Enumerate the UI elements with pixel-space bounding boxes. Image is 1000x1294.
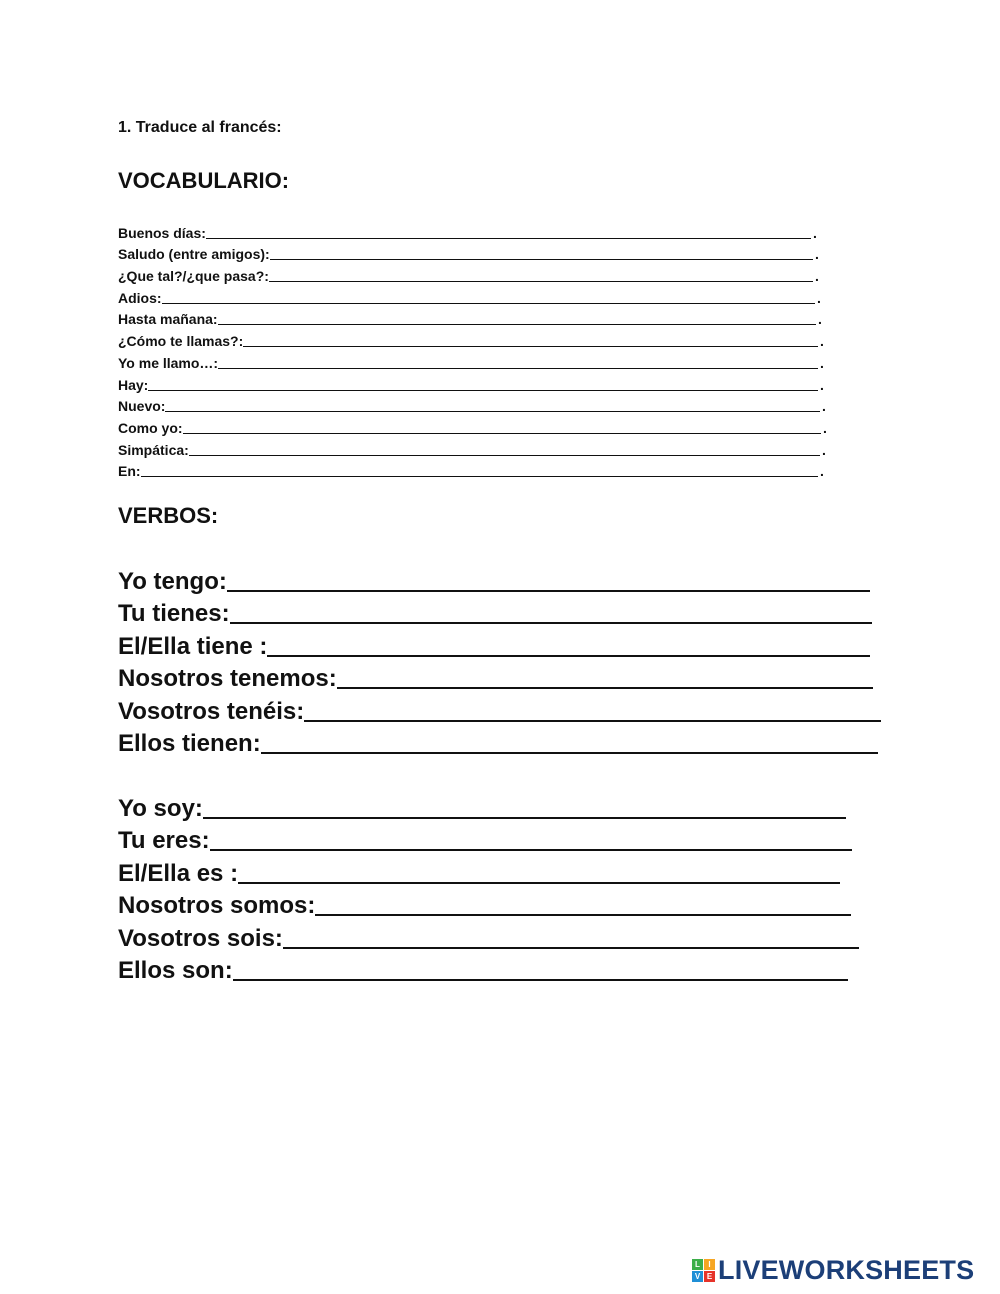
line-end-period: . [820,333,824,350]
vocabulary-label: Nuevo: [118,398,166,415]
liveworksheets-logo [692,1255,974,1286]
verb-item-ser [118,888,898,921]
verb-item-ser [118,855,898,888]
vocabulary-label: ¿Cómo te llamas?: [118,333,244,350]
answer-blank[interactable] [141,462,818,477]
answer-blank[interactable] [203,795,846,819]
verb-label: Yo tengo: [118,567,227,595]
verbs-heading: VERBOS: [118,503,219,528]
answer-blank[interactable] [304,698,881,722]
line-end-period: . [820,463,824,480]
vocabulary-item [118,306,838,328]
vocabulary-item [118,458,838,480]
vocabulary-label: Hasta mañana: [118,311,218,328]
answer-blank[interactable] [210,827,852,851]
vocabulary-label: Buenos días: [118,224,206,241]
verb-item-tener [118,596,898,629]
vocabulary-item [118,284,838,306]
vocabulary-list [118,219,838,479]
line-end-period: . [820,376,824,393]
verb-item-tener [118,661,898,694]
answer-blank[interactable] [165,397,820,412]
logo-grid-icon [692,1259,715,1282]
answer-blank[interactable] [238,860,840,884]
vocabulary-heading: VOCABULARIO: [118,168,290,193]
line-end-period: . [823,419,827,436]
line-end-period: . [818,311,822,328]
vocabulary-label: ¿Que tal?/¿que pasa?: [118,268,269,285]
verb-item-ser [118,823,898,856]
answer-blank[interactable] [233,957,848,981]
answer-blank[interactable] [243,332,818,347]
vocabulary-item [118,371,838,393]
verb-label: Tu tienes: [118,600,230,627]
verb-item-ser [118,953,898,986]
vocabulary-item [118,241,838,263]
verb-item-ser [118,790,898,823]
vocabulary-item [118,219,838,241]
vocabulary-label: En: [118,463,141,480]
answer-blank[interactable] [261,730,878,754]
answer-blank[interactable] [270,245,813,260]
vocabulary-label: Como yo: [118,419,183,436]
verb-label: Ellos tienen: [118,730,261,757]
answer-blank[interactable] [315,892,851,916]
line-end-period: . [822,398,826,415]
verb-label: El/Ella es : [118,859,239,887]
answer-blank[interactable] [148,376,818,391]
verb-label: Vosotros sois: [118,924,283,952]
logo-icon-square: E [704,1271,715,1282]
verb-item-tener [118,563,898,596]
answer-blank[interactable] [218,310,816,325]
logo-icon-square: I [704,1259,715,1270]
answer-blank[interactable] [162,289,815,304]
line-end-period: . [820,354,824,371]
vocabulary-label: Hay: [118,376,149,393]
answer-blank[interactable] [283,925,859,949]
verb-list-tener [118,563,898,758]
vocabulary-item [118,393,838,415]
answer-blank[interactable] [267,633,870,657]
verb-label: Tu eres: [118,827,210,854]
answer-blank[interactable] [269,267,813,282]
verb-label: Ellos son: [118,957,233,984]
verb-item-tener [118,726,898,759]
line-end-period: . [813,224,817,241]
vocabulary-item [118,262,838,284]
verb-label: Nosotros somos: [118,892,316,919]
vocabulary-label: Simpática: [118,441,189,458]
verb-label: El/Ella tiene : [118,632,268,660]
vocabulary-item [118,414,838,436]
verb-label: Vosotros tenéis: [118,697,305,725]
verb-label: Nosotros tenemos: [118,665,337,692]
logo-icon-square: V [692,1271,703,1282]
answer-blank[interactable] [218,354,818,369]
instruction-text: 1. Traduce al francés: [118,119,282,136]
line-end-period: . [815,246,819,263]
answer-blank[interactable] [227,568,870,592]
vocabulary-item [118,436,838,458]
verb-list-ser [118,790,898,985]
logo-icon-square: L [692,1259,703,1270]
answer-blank[interactable] [183,419,821,434]
vocabulary-label: Saludo (entre amigos): [118,246,270,263]
answer-blank[interactable] [337,665,873,689]
line-end-period: . [822,441,826,458]
line-end-period: . [817,289,821,306]
vocabulary-item [118,327,838,349]
verb-item-tener [118,693,898,726]
answer-blank[interactable] [230,600,872,624]
vocabulary-label: Adios: [118,289,162,306]
vocabulary-label: Yo me llamo…: [118,354,219,371]
verb-item-ser [118,920,898,953]
verb-label: Yo soy: [118,794,203,822]
logo-text: LIVEWORKSHEETS [718,1255,975,1285]
vocabulary-item [118,349,838,371]
answer-blank[interactable] [206,224,811,239]
answer-blank[interactable] [189,441,820,456]
line-end-period: . [815,268,819,285]
verb-item-tener [118,628,898,661]
